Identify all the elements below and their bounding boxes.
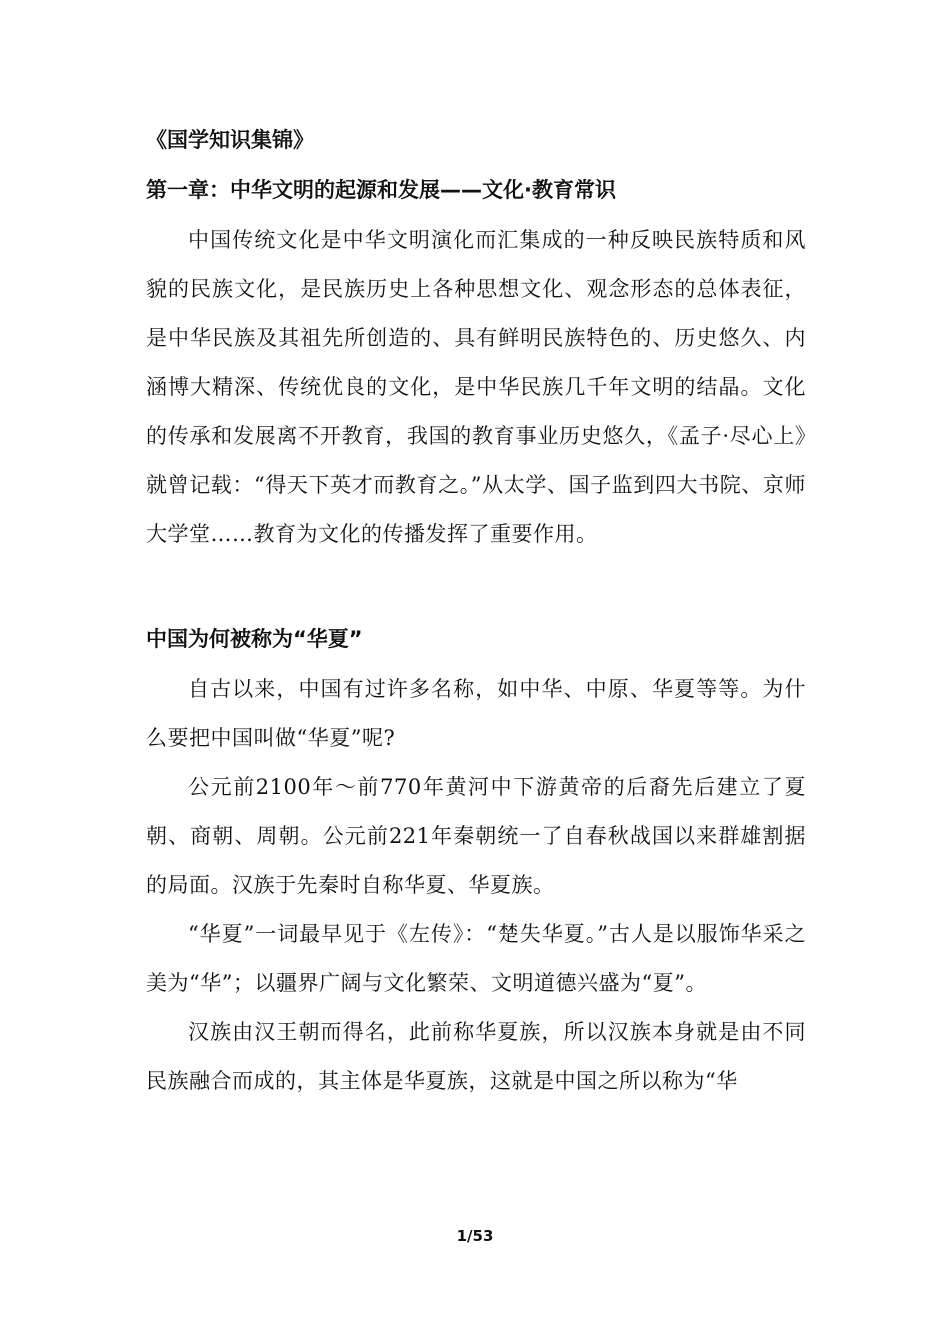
section-paragraph: 公元前2100年～前770年黄河中下游黄帝的后裔先后建立了夏朝、商朝、周朝。公元前221年秦朝统一了自春秋战国以来群雄割据的局面。汉族于先秦时自称华夏、华夏族。	[146, 775, 806, 897]
chapter-heading: 第一章：中华文明的起源和发展——文化·教育常识	[146, 178, 616, 202]
section-paragraph: “华夏”一词最早见于《左传》：“楚失华夏。”古人是以服饰华采之美为“华”；以疆界广阔与文化繁荣、文明道德兴盛为“夏”。	[146, 922, 806, 995]
section-paragraph: 汉族由汉王朝而得名，此前称华夏族，所以汉族本身就是由不同民族融合而成的，其主体是华夏族，这就是中国之所以称为“华	[146, 1020, 806, 1093]
page-number: 1/53	[456, 1227, 494, 1245]
document-body	[146, 124, 806, 1106]
intro-paragraph: 中国传统文化是中华文明演化而汇集成的一种反映民族特质和风貌的民族文化，是民族历史上各种思想文化、观念形态的总体表征，是中华民族及其祖先所创造的、具有鲜明民族特色的、历史悠久、内涵博大精深、传统优良的文化，是中华民族几千年文明的结晶。文化的传承和发展离不开教育，我国的教育事业历史悠久，《孟子·尽心上》就曾记载：“得天下英才而教育之。”从太学、国子监到四大书院、京师大学堂……教育为文化的传播发挥了重要作用。	[146, 228, 806, 546]
document-title: 《国学知识集锦》	[146, 128, 314, 152]
section-paragraph: 自古以来，中国有过许多名称，如中华、中原、华夏等等。为什么要把中国叫做“华夏”呢?	[146, 677, 806, 750]
section-heading: 中国为何被称为“华夏”	[146, 627, 363, 651]
